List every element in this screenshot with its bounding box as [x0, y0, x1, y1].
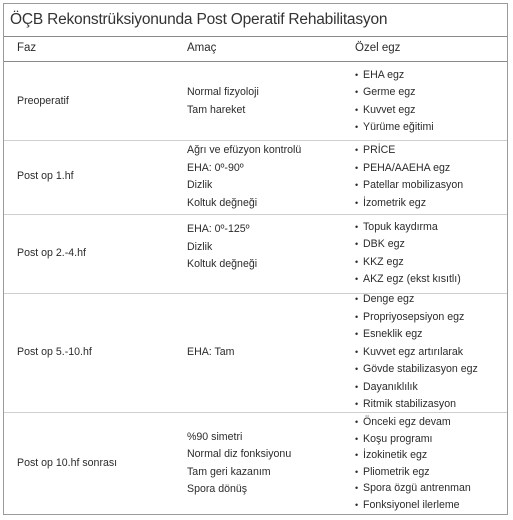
bullet-icon: • [355, 329, 359, 340]
exercise-item: • Germe egz [355, 84, 505, 102]
bullet-icon: • [355, 346, 359, 357]
bullet-icon: • [355, 180, 359, 190]
bullet-icon: • [355, 239, 359, 249]
table-row [4, 64, 507, 139]
goal-item: Dizlik [187, 240, 213, 253]
table-row [4, 294, 507, 411]
table-frame [3, 3, 508, 515]
bullet-icon: • [355, 311, 359, 322]
bullet-icon: • [355, 162, 359, 173]
bullet-icon: • [355, 122, 359, 132]
header-goal: Amaç [187, 42, 217, 54]
phase-cell: Post op 10.hf sonrası [17, 456, 118, 469]
bullet-icon: • [355, 483, 359, 493]
bullet-icon: • [355, 256, 359, 267]
bullet-icon: • [355, 450, 359, 460]
bullet-icon: • [355, 294, 359, 305]
goal-item: Spora dönüş [187, 483, 248, 495]
phase-cell: Preoperatif [17, 94, 69, 107]
bullet-icon: • [355, 433, 359, 444]
exercise-item: • Denge egz [355, 291, 505, 309]
header-phase: Faz [17, 42, 37, 54]
exercise-item: • Kuvvet egz [355, 102, 505, 120]
exercise-item: • EHA egz [355, 67, 505, 85]
table-title: ÖÇB Rekonstrüksiyonunda Post Operatif Rehabilitasyon [10, 11, 388, 28]
goal-item: Normal fizyoloji [187, 86, 259, 98]
goal-item: Koltuk değneği [187, 258, 258, 270]
bullet-icon: • [355, 417, 359, 427]
exercise-item: • Koşu programı [355, 431, 505, 448]
exercise-item: • KKZ egz [355, 254, 505, 272]
exercise-item: • Kuvvet egz artırılarak [355, 344, 505, 362]
bullet-icon: • [355, 104, 359, 115]
exercise-item: • Gövde stabilizasyon egz [355, 361, 505, 379]
goal-item: %90 simetri [187, 430, 243, 443]
phase-cell: Post op 5.-10.hf [17, 345, 92, 358]
exercise-item: • PRİCE [355, 142, 505, 160]
bullet-icon: • [355, 381, 359, 392]
phase-cell: Post op 1.hf [17, 170, 74, 183]
goal-item: Ağrı ve efüzyon kontrolü [187, 144, 302, 156]
bullet-icon: • [355, 466, 359, 477]
bullet-icon: • [355, 399, 359, 410]
exercise-item: • AKZ egz (ekst kısıtlı) [355, 271, 505, 289]
bullet-icon: • [355, 87, 359, 97]
goal-item: EHA: Tam [187, 345, 235, 358]
phase-cell: Post op 2.-4.hf [17, 246, 86, 259]
exercise-item: • Spora özgü antrenman [355, 480, 505, 497]
table-row [4, 141, 507, 213]
exercise-item: • Patellar mobilizasyon [355, 177, 505, 195]
exercise-item: • Dayanıklılık [355, 379, 505, 397]
bullet-icon: • [355, 364, 359, 375]
bullet-icon: • [355, 499, 359, 510]
exercise-item: • Esneklik egz [355, 326, 505, 344]
table-row [4, 215, 507, 292]
bullet-icon: • [355, 145, 359, 155]
goal-item: Dizlik [187, 179, 213, 191]
exercise-item: • İzometrik egz [355, 195, 505, 213]
goal-item: Tam geri kazanım [187, 465, 271, 478]
header-exercise: Özel egz [355, 42, 401, 54]
bullet-icon: • [355, 69, 359, 80]
exercise-item: • Propriyosepsiyon egz [355, 309, 505, 327]
exercise-item: • Ritmik stabilizasyon [355, 396, 505, 414]
exercise-item: • Yürüme eğitimi [355, 119, 505, 137]
goal-item: EHA: 0º-90º [187, 161, 244, 174]
bullet-icon: • [355, 221, 359, 232]
bullet-icon: • [355, 274, 359, 284]
exercise-item: • DBK egz [355, 236, 505, 254]
exercise-item: • Fonksiyonel ilerleme [355, 497, 505, 514]
exercise-item: • Önceki egz devam [355, 414, 505, 431]
exercise-item: • PEHA/AAEHA egz [355, 160, 505, 178]
exercise-item: • Pliometrik egz [355, 464, 505, 481]
title-divider [4, 36, 507, 37]
goal-item: Tam hareket [187, 103, 246, 116]
exercise-item: • İzokinetik egz [355, 447, 505, 464]
goal-item: Normal diz fonksiyonu [187, 448, 292, 460]
exercise-item: • Topuk kaydırma [355, 219, 505, 237]
goal-item: EHA: 0º-125º [187, 223, 250, 235]
table-row [4, 413, 507, 514]
header-divider [4, 61, 507, 62]
bullet-icon: • [355, 197, 359, 208]
goal-item: Koltuk değneği [187, 196, 258, 209]
